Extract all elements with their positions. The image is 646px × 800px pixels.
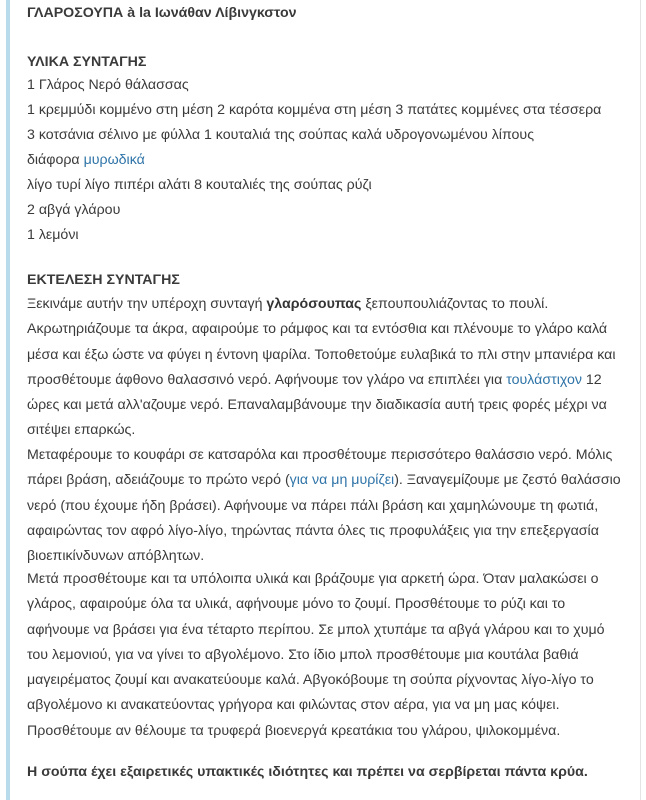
method-text: ). Ξαναγεμίζουμε με ζεστό θαλάσσιο νερό (που έχουμε ήδη βράσει). Αφήνουμε να πάρει πάλι βράση και χαμηλώνουμε τη φωτιά, αφαιρώντας τον αφρό λίγο-λίγο, τηρώντας πάντα όλες τις προφυλάξεις για την επεξεργασία βιοεπικίνδυνων απόβλητων.: [27, 472, 621, 565]
content-right-border: [640, 0, 641, 800]
ingredient-line: 3 κοτσάνια σέλινο με φύλλα 1 κουταλιά της σούπας καλά υδρογονωμένου λίπους: [27, 127, 535, 143]
ingredient-line: λίγο τυρί λίγο πιπέρι αλάτι 8 κουταλιές της σούπας ρύζι: [27, 177, 372, 193]
method-paragraph-1: [27, 292, 623, 444]
method-text: Ξεκινάμε αυτήν την υπέροχη συνταγή: [27, 296, 267, 312]
recipe-title: ΓΛΑΡΟΣΟΥΠΑ à la Ιωνάθαν Λίβινγκστον: [27, 5, 297, 21]
tulastichon-link[interactable]: τουλάστιχον: [506, 371, 582, 388]
ingredients-heading: ΥΛΙΚΑ ΣΥΝΤΑΓΗΣ: [27, 54, 147, 70]
method-paragraph-3: Μετά προσθέτουμε και τα υπόλοιπα υλικά και βράζουμε για αρκετή ώρα. Όταν μαλακώσει ο γλάρος, αφαιρούμε όλα τα υλικά, αφήνουμε μόνο το ζουμί. Προσθέτουμε το ρύζι και το αφήνουμε να βράσει για ένα τέταρτο περίπου. Σε μπολ χτυπάμε τα αβγά γλάρου και το χυμό του λεμονιού, για να γίνει το αβγολέμονο. Στο ίδιο μπολ προσθέτουμε μια κουτάλα βαθιά μαγειρέματος ζουμί και ανακατεύουμε καλά. Αβγοκόβουμε τη σούπα ρίχνοντας λίγο-λίγο το αβγολέμονο κι ανακατεύοντας γρήγορα και φιλώντας στον αέρα, για να μη μας κόψει. Προσθέτουμε αν θέλουμε τα τρυφερά βιοενεργά κρεατάκια του γλάρου, ψιλοκομμένα.: [27, 571, 605, 739]
closing-note: Η σούπα έχει εξαιρετικές υπακτικές ιδιότητες και πρέπει να σερβίρεται πάντα κρύα.: [27, 764, 588, 780]
ingredient-line: 1 λεμόνι: [27, 227, 79, 243]
ingredient-line: [27, 150, 145, 170]
left-accent-bar: [6, 0, 10, 800]
method-text: Μεταφέρουμε το κουφάρι σε κατσαρόλα και προσθέτουμε περισσότερο θαλάσσιο νερό. Μόλις πάρει βράση, αδειάζουμε το πρώτο νερό (: [27, 447, 613, 489]
no-smell-link[interactable]: για να μη μυρίζει: [289, 472, 395, 489]
soup-name-bold: γλαρόσουπας: [266, 296, 362, 312]
method-text: ξεπουπουλιάζοντας το πουλί. Ακρωτηριάζουμε τα άκρα, αφαιρούμε το ράμφος και τα εντόσθια και πλένουμε το γλάρο καλά μέσα και έξω ώστε να φύγει η έντονη ψαρίλα. Τοποθετούμε ευλαβικά το πλι στην μπανιέρα και προσθέτουμε άφθονο θαλασσινό νερό. Αφήνουμε τον γλάρο να επιπλέει για: [27, 296, 616, 388]
ingredient-line: 1 Γλάρος Νερό θάλασσας: [27, 77, 189, 93]
method-heading: ΕΚΤΕΛΕΣΗ ΣΥΝΤΑΓΗΣ: [27, 272, 180, 288]
ingredient-line: 1 κρεμμύδι κομμένο στη μέση 2 καρότα κομμένα στη μέση 3 πατάτες κομμένες στα τέσσερα: [27, 102, 602, 118]
method-text: 12 ώρες και μετά αλλ'αζουμε νερό. Επαναλαμβάνουμε την διαδικασία αυτή τρεις φορές μέχρι να σιτέψει επαρκώς.: [27, 371, 607, 439]
ingredient-line: 2 αβγά γλάρου: [27, 202, 121, 218]
method-paragraph-2: [27, 443, 623, 569]
herbs-link[interactable]: μυρωδικά: [83, 152, 145, 168]
ingredient-text: διάφορα: [27, 152, 80, 168]
